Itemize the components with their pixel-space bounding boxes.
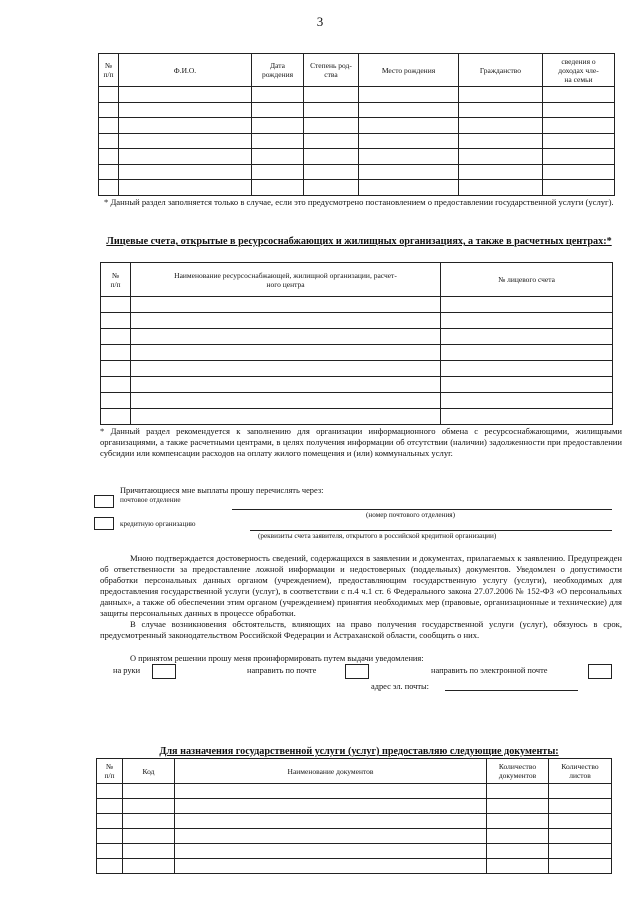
table-cell[interactable]	[101, 377, 131, 393]
table-cell[interactable]	[175, 799, 487, 814]
notify-mail-label: направить по почте	[247, 666, 317, 675]
column-header: Место рождения	[359, 54, 459, 87]
table-row	[101, 393, 613, 409]
notify-intro: О принятом решении прошу меня проинформировать путем выдачи уведомления:	[130, 654, 424, 663]
table-row	[99, 87, 615, 103]
confirmation-paragraph: Мною подтверждается достоверность сведений, содержащихся в заявлении и документах, прилагаемых к заявлению. Предупрежден об ответственности за предоставление ложной информации и недостоверных (поддельных) документов. Уведомлен о допустимости обработки персональных данных органом (учреждением), предоставляющим государственную услугу (услуги), необходимых для предоставления государственной услуги (услуг), в соответствии с п.4 ч.1 ст. 6 Федерального закона 27.07.2006 № 152-ФЗ «О персональных данных», а также об обеспечении этим органом (учреждением) принятия необходимых мер (правовые, организационные и технические) для защиты персональных данных в процессе обработки.	[100, 553, 622, 618]
family-note: * Данный раздел заполняется только в случае, если это предусмотрено постановлением о предоставлении государственной услуги (услуг).	[104, 197, 614, 207]
table-cell[interactable]	[543, 164, 615, 180]
table-cell[interactable]	[175, 859, 487, 874]
table-cell[interactable]	[97, 829, 123, 844]
table-cell[interactable]	[131, 313, 441, 329]
table-cell[interactable]	[549, 814, 612, 829]
table-cell[interactable]	[99, 149, 119, 165]
table-cell[interactable]	[252, 102, 304, 118]
table-cell[interactable]	[123, 784, 175, 799]
table-cell[interactable]	[487, 859, 549, 874]
table-cell[interactable]	[549, 859, 612, 874]
table-cell[interactable]	[252, 87, 304, 103]
post-office-caption: (номер почтового отделения)	[366, 511, 455, 519]
table-cell[interactable]	[459, 118, 543, 134]
table-header-row	[99, 54, 615, 87]
notify-email-label: направить по электронной почте	[431, 666, 548, 675]
post-office-checkbox[interactable]	[94, 495, 114, 508]
column-header: Количество листов	[549, 759, 612, 784]
table-cell[interactable]	[543, 180, 615, 196]
post-office-number-field[interactable]	[232, 509, 612, 510]
table-cell[interactable]	[97, 814, 123, 829]
table-cell[interactable]	[101, 409, 131, 425]
table-cell[interactable]	[441, 377, 613, 393]
table-cell[interactable]	[543, 102, 615, 118]
table-row	[97, 859, 612, 874]
table-cell[interactable]	[549, 829, 612, 844]
table-cell[interactable]	[487, 799, 549, 814]
table-cell[interactable]	[119, 164, 252, 180]
table-cell[interactable]	[459, 180, 543, 196]
column-header: Количество документов	[487, 759, 549, 784]
column-header: № лицевого счета	[441, 263, 613, 297]
email-address-field[interactable]	[445, 690, 578, 691]
table-row	[99, 149, 615, 165]
table-row	[97, 799, 612, 814]
table-cell[interactable]	[441, 329, 613, 345]
table-cell[interactable]	[441, 313, 613, 329]
table-row	[101, 329, 613, 345]
credit-org-details-field[interactable]	[250, 530, 612, 531]
table-cell[interactable]	[549, 784, 612, 799]
column-header: Код	[123, 759, 175, 784]
table-cell[interactable]	[459, 133, 543, 149]
table-cell[interactable]	[131, 345, 441, 361]
table-cell[interactable]	[97, 799, 123, 814]
table-cell[interactable]	[123, 859, 175, 874]
table-cell[interactable]	[549, 844, 612, 859]
table-cell[interactable]	[99, 118, 119, 134]
post-office-label: почтовое отделение	[120, 496, 181, 504]
table-cell[interactable]	[119, 180, 252, 196]
table-cell[interactable]	[543, 87, 615, 103]
table-row	[97, 814, 612, 829]
table-cell[interactable]	[123, 814, 175, 829]
email-address-label: адрес эл. почты:	[371, 682, 429, 691]
page-number: 3	[316, 14, 324, 29]
notify-mail-checkbox[interactable]	[345, 664, 369, 679]
table-cell[interactable]	[123, 799, 175, 814]
table-cell[interactable]	[304, 149, 359, 165]
table-row	[101, 313, 613, 329]
table-cell[interactable]	[441, 393, 613, 409]
table-cell[interactable]	[175, 784, 487, 799]
table-cell[interactable]	[252, 180, 304, 196]
table-cell[interactable]	[487, 814, 549, 829]
table-cell[interactable]	[304, 87, 359, 103]
table-header-row	[101, 263, 613, 297]
table-cell[interactable]	[487, 829, 549, 844]
accounts-note: * Данный раздел рекомендуется к заполнению для организации информационного обмена с ресурсоснабжающими, жилищными организациями, а также расчетными центрами, в целях получения информации об отсутствии (наличии) задолженности при предоставлении субсидии или компенсации расходов на оплату жилого помещения и (или) коммунальных услуг.	[100, 426, 622, 458]
table-cell[interactable]	[304, 164, 359, 180]
table-cell[interactable]	[359, 164, 459, 180]
accounts-table	[100, 262, 613, 425]
table-cell[interactable]	[304, 118, 359, 134]
table-cell[interactable]	[131, 393, 441, 409]
table-cell[interactable]	[359, 87, 459, 103]
notify-hand-label: на руки	[113, 666, 141, 675]
table-cell[interactable]	[175, 844, 487, 859]
table-cell[interactable]	[131, 361, 441, 377]
table-cell[interactable]	[441, 345, 613, 361]
credit-org-label: кредитную организацию	[120, 520, 196, 528]
confirmation-text	[100, 553, 622, 641]
table-cell[interactable]	[252, 164, 304, 180]
documents-heading: Для назначения государственной услуги (услуг) предоставляю следующие документы:	[159, 746, 559, 757]
table-row	[101, 361, 613, 377]
table-cell[interactable]	[304, 102, 359, 118]
table-cell[interactable]	[441, 297, 613, 313]
notify-email-checkbox[interactable]	[588, 664, 612, 679]
table-cell[interactable]	[131, 329, 441, 345]
table-row	[97, 784, 612, 799]
credit-org-caption: (реквизиты счета заявителя, открытого в российской кредитной организации)	[258, 532, 497, 540]
table-cell[interactable]	[123, 829, 175, 844]
table-row	[101, 345, 613, 361]
table-cell[interactable]	[131, 297, 441, 313]
accounts-heading: Лицевые счета, открытые в ресурсоснабжающих и жилищных организациях, а также в расчетных центрах:*	[106, 236, 612, 247]
table-cell[interactable]	[101, 329, 131, 345]
table-cell[interactable]	[487, 784, 549, 799]
table-cell[interactable]	[119, 87, 252, 103]
table-cell[interactable]	[99, 180, 119, 196]
table-cell[interactable]	[543, 133, 615, 149]
table-cell[interactable]	[359, 133, 459, 149]
column-header: Гражданство	[459, 54, 543, 87]
documents-table	[96, 758, 612, 874]
table-cell[interactable]	[101, 297, 131, 313]
column-header: сведения о доходах чле- на семьи	[543, 54, 615, 87]
column-header: Дата рождения	[252, 54, 304, 87]
table-cell[interactable]	[359, 180, 459, 196]
table-cell[interactable]	[119, 102, 252, 118]
table-cell[interactable]	[459, 149, 543, 165]
table-cell[interactable]	[119, 118, 252, 134]
table-row	[101, 297, 613, 313]
column-header: № п/п	[101, 263, 131, 297]
column-header: Наименование документов	[175, 759, 487, 784]
table-cell[interactable]	[99, 102, 119, 118]
table-cell[interactable]	[131, 377, 441, 393]
table-cell[interactable]	[99, 164, 119, 180]
notify-hand-checkbox[interactable]	[152, 664, 176, 679]
table-cell[interactable]	[543, 149, 615, 165]
table-cell[interactable]	[441, 361, 613, 377]
column-header: Ф.И.О.	[119, 54, 252, 87]
table-cell[interactable]	[359, 118, 459, 134]
table-cell[interactable]	[101, 393, 131, 409]
table-cell[interactable]	[543, 118, 615, 134]
table-cell[interactable]	[359, 149, 459, 165]
table-row	[99, 102, 615, 118]
table-row	[99, 180, 615, 196]
table-row	[99, 118, 615, 134]
table-cell[interactable]	[252, 149, 304, 165]
table-header-row	[97, 759, 612, 784]
table-cell[interactable]	[97, 844, 123, 859]
column-header: Наименование ресурсоснабжающей, жилищной организации, расчет- ного центра	[131, 263, 441, 297]
table-cell[interactable]	[175, 829, 487, 844]
table-cell[interactable]	[459, 164, 543, 180]
table-cell[interactable]	[459, 87, 543, 103]
table-cell[interactable]	[101, 345, 131, 361]
table-cell[interactable]	[459, 102, 543, 118]
table-cell[interactable]	[252, 118, 304, 134]
table-row	[97, 844, 612, 859]
column-header: Степень род- ства	[304, 54, 359, 87]
table-cell[interactable]	[252, 133, 304, 149]
table-cell[interactable]	[123, 844, 175, 859]
table-cell[interactable]	[304, 133, 359, 149]
table-cell[interactable]	[119, 149, 252, 165]
table-cell[interactable]	[97, 784, 123, 799]
table-row	[99, 133, 615, 149]
table-row	[101, 409, 613, 425]
table-cell[interactable]	[441, 409, 613, 425]
table-cell[interactable]	[549, 799, 612, 814]
table-cell[interactable]	[131, 409, 441, 425]
table-row	[99, 164, 615, 180]
table-cell[interactable]	[99, 133, 119, 149]
table-cell[interactable]	[487, 844, 549, 859]
column-header: № п/п	[99, 54, 119, 87]
table-cell[interactable]	[101, 313, 131, 329]
table-cell[interactable]	[359, 102, 459, 118]
table-cell[interactable]	[99, 87, 119, 103]
credit-org-checkbox[interactable]	[94, 517, 114, 530]
table-row	[101, 377, 613, 393]
table-cell[interactable]	[175, 814, 487, 829]
table-cell[interactable]	[97, 859, 123, 874]
payment-intro: Причитающиеся мне выплаты прошу перечислять через:	[120, 486, 324, 495]
table-cell[interactable]	[119, 133, 252, 149]
column-header: № п/п	[97, 759, 123, 784]
table-row	[97, 829, 612, 844]
family-members-table	[98, 53, 615, 196]
obligation-paragraph: В случае возникновения обстоятельств, влияющих на право получения государственной услуги (услуг), обязуюсь в срок, предусмотренный законодательством Российской Федерации и Астраханской области, сообщить о них.	[100, 619, 622, 640]
table-cell[interactable]	[101, 361, 131, 377]
table-cell[interactable]	[304, 180, 359, 196]
